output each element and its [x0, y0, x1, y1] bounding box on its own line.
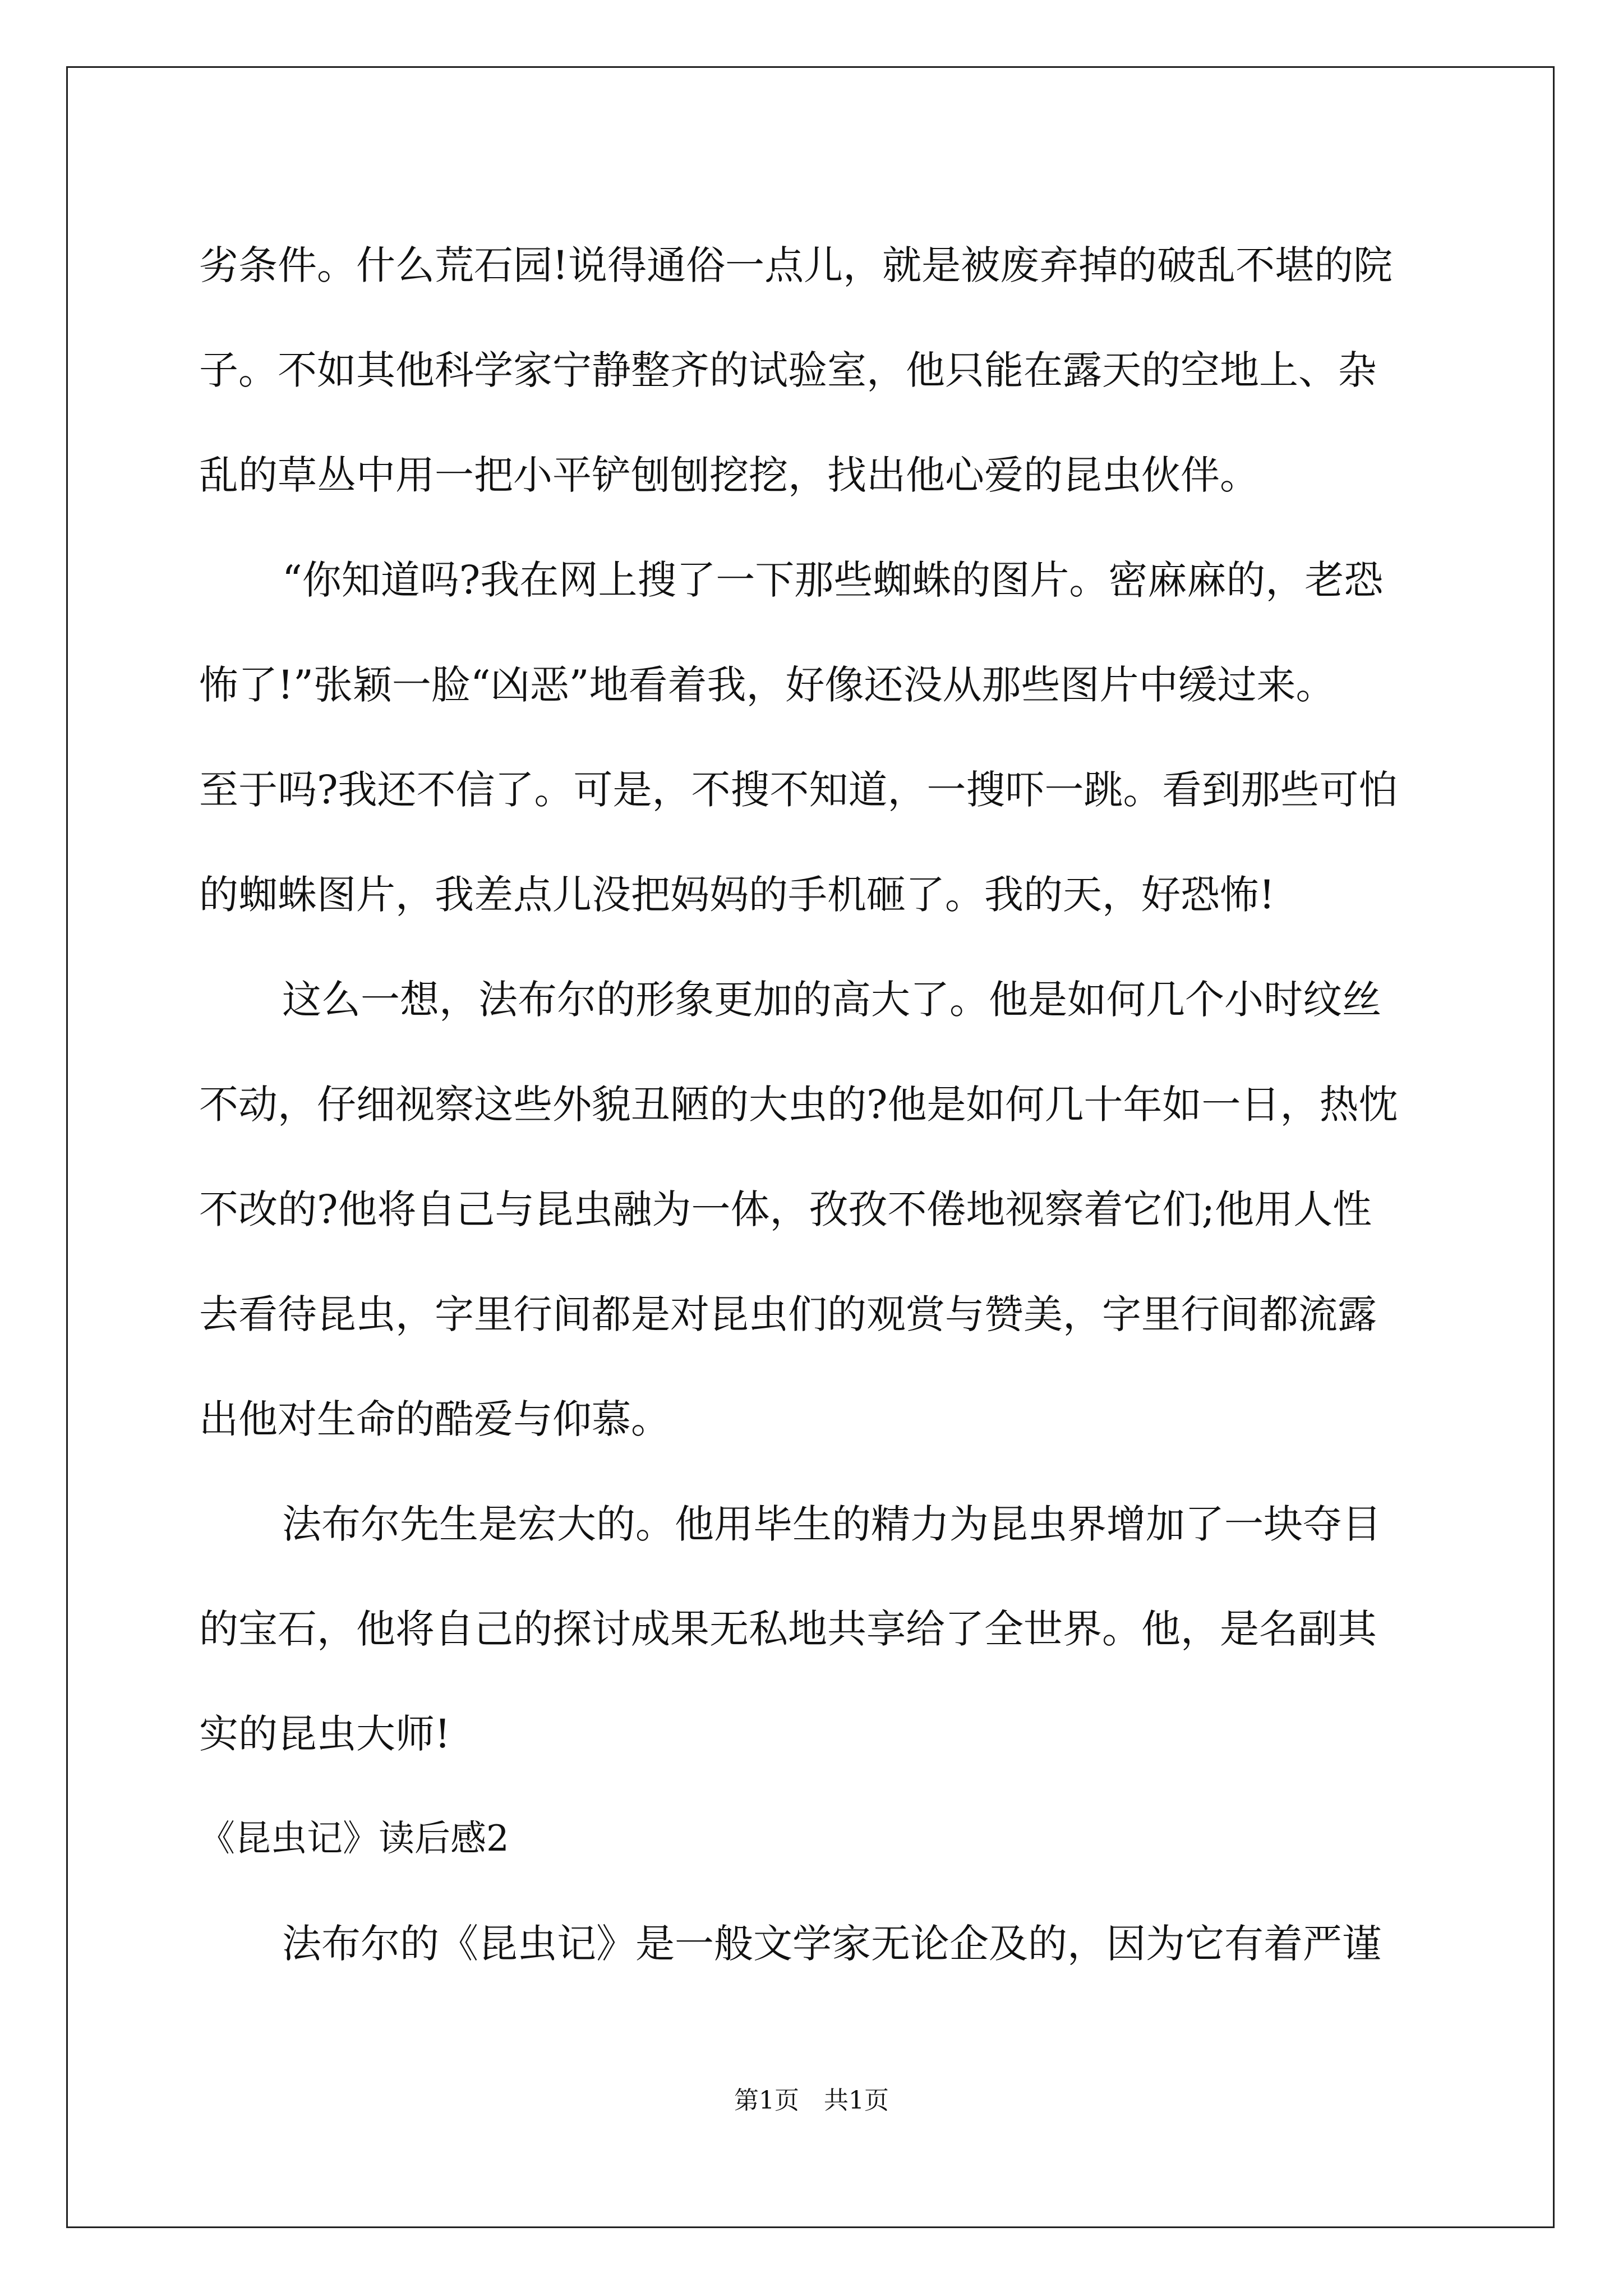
- text-line: 不改的?他将自己与昆虫融为一体，孜孜不倦地视察着它们;他用人性: [199, 1186, 1372, 1232]
- text-line: 至于吗?我还不信了。可是，不搜不知道，一搜吓一跳。看到那些可怕: [199, 767, 1398, 813]
- text-line: 乱的草丛中用一把小平铲刨刨挖挖，找出他心爱的昆虫伙伴。: [199, 452, 1259, 498]
- page-footer: 第1页 共1页: [734, 2086, 889, 2115]
- text-line: 的宝石，他将自己的探讨成果无私地共享给了全世界。他，是名副其: [199, 1606, 1377, 1652]
- text-line: 怖了!”张颖一脸“凶恶”地看着我，好像还没从那些图片中缓过来。: [199, 662, 1335, 708]
- section-heading: 《昆虫记》读后感2: [199, 1818, 509, 1860]
- text-line: 不动，仔细视察这些外貌丑陋的大虫的?他是如何几十年如一日，热忱: [199, 1082, 1398, 1128]
- document-body: [199, 213, 1433, 1996]
- text-line: 劣条件。什么荒石园!说得通俗一点儿，就是被废弃掉的破乱不堪的院: [199, 242, 1393, 288]
- text-line: 出他对生命的酷爱与仰慕。: [199, 1396, 670, 1442]
- text-line: 法布尔先生是宏大的。他用毕生的精力为昆虫界增加了一块夺目: [282, 1501, 1381, 1547]
- text-line: 去看待昆虫，字里行间都是对昆虫们的观赏与赞美，字里行间都流露: [199, 1291, 1377, 1337]
- text-line: 实的昆虫大师!: [199, 1711, 451, 1757]
- text-line: 的蜘蛛图片，我差点儿没把妈妈的手机砸了。我的天，好恐怖!: [199, 872, 1275, 918]
- text-line: “你知道吗?我在网上搜了一下那些蜘蛛的图片。密麻麻的，老恐: [282, 557, 1384, 603]
- text-line: 法布尔的《昆虫记》是一般文学家无论企及的，因为它有着严谨: [282, 1921, 1381, 1967]
- text-line: 这么一想，法布尔的形象更加的高大了。他是如何几个小时纹丝: [282, 977, 1381, 1023]
- text-line: 子。不如其他科学家宁静整齐的试验室，他只能在露天的空地上、杂: [199, 347, 1377, 393]
